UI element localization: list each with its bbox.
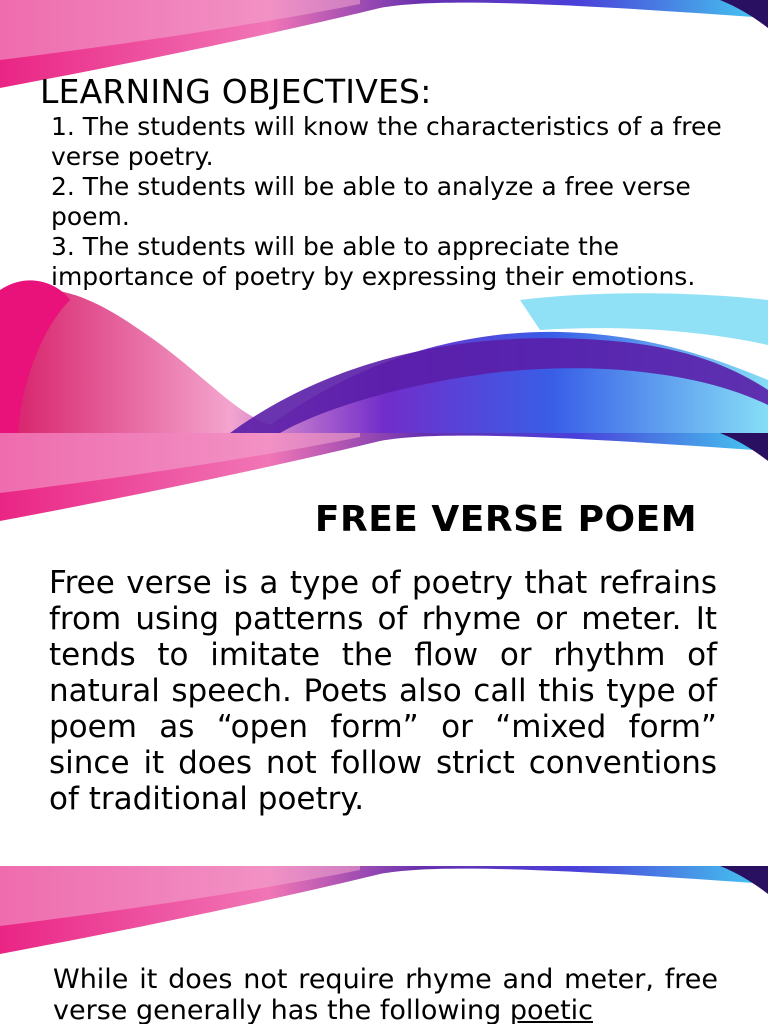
slide-learning-objectives	[0, 0, 768, 433]
objectives-list	[51, 112, 751, 292]
definition-paragraph: Free verse is a type of poetry that refrains from using patterns of rhyme or meter. It tends to imitate the flow or rhythm of natural speech. Poets also call this type of poem as “open form” or “mixed form” since it does not follow strict conventions of traditional poetry.	[49, 565, 717, 817]
poetic-link[interactable]: poetic	[509, 995, 594, 1024]
slide-title: LEARNING OBJECTIVES:	[40, 72, 432, 111]
intro-text: While it does not require rhyme and meter, free verse generally has the following	[53, 964, 718, 1024]
slide-free-verse-poem	[0, 433, 768, 866]
list-item: 2. The students will be able to analyze a free verse poem.	[51, 172, 691, 231]
list-item: 3. The students will be able to appreciate the importance of poetry by expressing their emotions.	[51, 232, 696, 291]
slide-title: FREE VERSE POEM	[314, 499, 698, 540]
intro-paragraph	[53, 964, 718, 1024]
slide-poetic-devices	[0, 866, 768, 1024]
list-item: 1. The students will know the characteristics of a free verse poetry.	[51, 112, 722, 171]
